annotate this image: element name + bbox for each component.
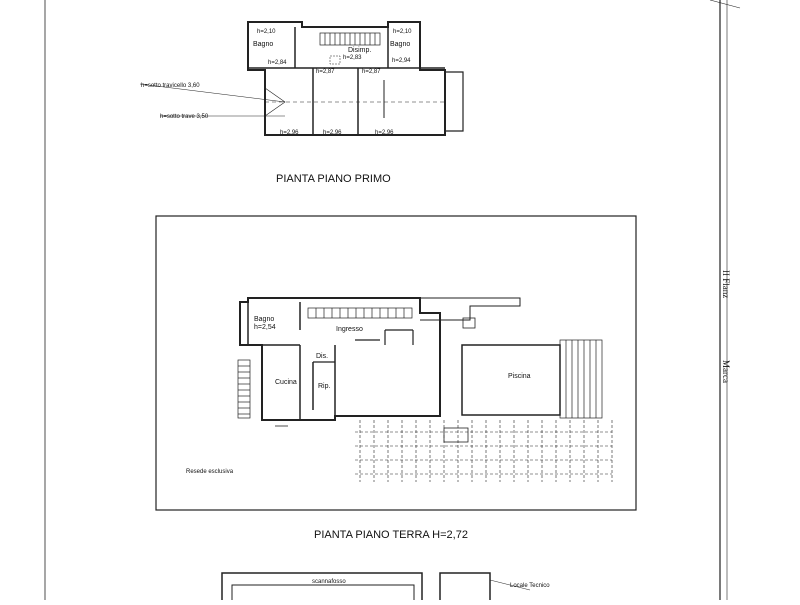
upper-floor-title: PIANTA PIANO PRIMO xyxy=(276,173,391,185)
ground-dis-label: Dis. xyxy=(316,353,329,360)
upper-bagno-left-height: h=2,10 xyxy=(257,29,276,35)
ground-piscina-label: Piscina xyxy=(508,373,531,380)
upper-note-trave: h=sotto trave 3,50 xyxy=(160,114,209,120)
ground-cucina-label: Cucina xyxy=(275,379,297,386)
west-stair xyxy=(238,360,250,418)
ground-bagno-height: h=2,54 xyxy=(254,324,276,331)
basement-plan xyxy=(222,573,530,600)
site-boundary xyxy=(156,216,636,510)
upper-height-4: h=2,94 xyxy=(392,58,411,64)
ground-floor-labels xyxy=(186,316,531,541)
locale-tecnico-label: Locale Tecnico xyxy=(510,583,550,589)
upper-height-7: h=2,96 xyxy=(375,130,394,136)
pergola-grid xyxy=(355,420,612,482)
margin-text-2: Marca xyxy=(721,360,731,383)
upper-bagno-right-height: h=2,10 xyxy=(393,29,412,35)
upper-bagno-right-label: Bagno xyxy=(390,41,411,48)
upper-disimp-height: h=2,83 xyxy=(343,55,362,61)
upper-height-6: h=2,96 xyxy=(323,130,342,136)
margin-text xyxy=(721,270,731,383)
upper-height-3: h=2,87 xyxy=(362,69,381,75)
ground-stair xyxy=(308,308,412,318)
upper-disimp-label: Disimp. xyxy=(348,47,372,54)
resede-label: Resede esclusiva xyxy=(186,469,234,475)
scannafosso-label: scannafosso xyxy=(312,579,346,585)
upper-height-1: h=2,84 xyxy=(268,60,287,66)
upper-note-travicello: h=sotto travicello 3,60 xyxy=(141,83,200,89)
ground-floor-plan xyxy=(156,216,636,510)
upper-floor-labels xyxy=(141,29,412,185)
upper-height-2: h=2,87 xyxy=(316,69,335,75)
ground-bagno-label: Bagno xyxy=(254,316,275,323)
basement-labels xyxy=(312,579,550,589)
ground-ingresso-label: Ingresso xyxy=(336,326,363,333)
upper-height-5: h=2,96 xyxy=(280,130,299,136)
pool-outline xyxy=(462,345,560,415)
ground-floor-title: PIANTA PIANO TERRA H=2,72 xyxy=(314,529,468,541)
upper-stair xyxy=(320,33,380,45)
ground-rip-label: Rip. xyxy=(318,383,331,390)
upper-bagno-left-label: Bagno xyxy=(253,41,274,48)
pool-steps xyxy=(560,340,602,418)
margin-text-1: II Flanz xyxy=(721,270,731,299)
